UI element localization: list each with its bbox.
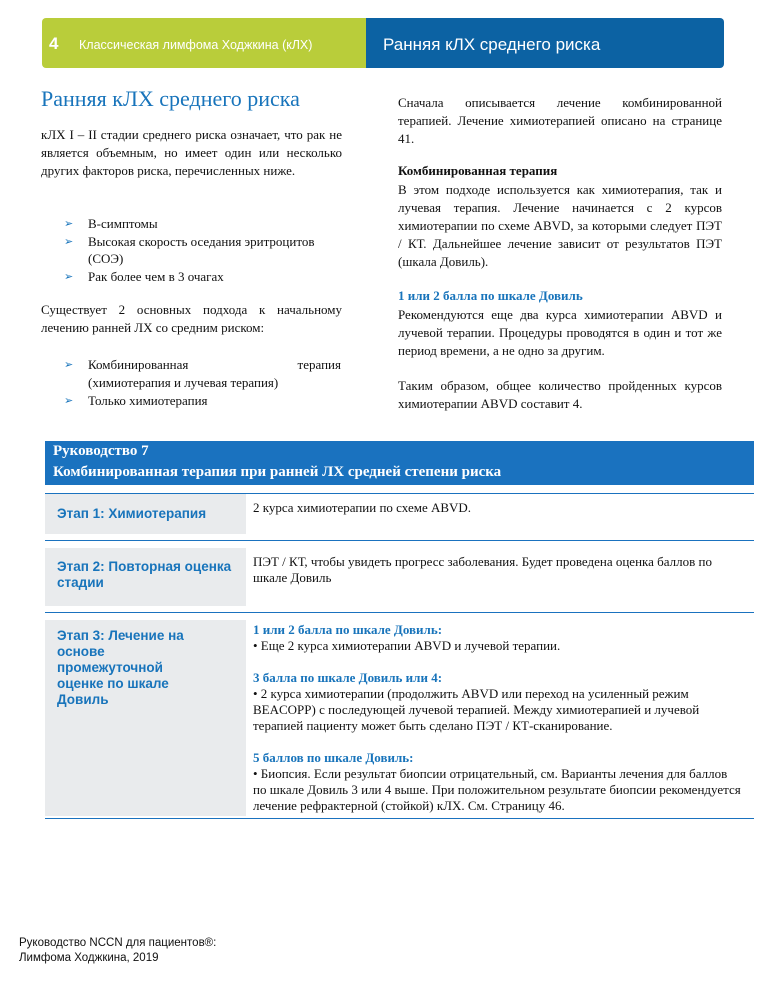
row-divider	[45, 540, 754, 541]
list-item: Только химиотерапия	[88, 393, 208, 408]
bullet-arrow-icon: ➢	[64, 236, 74, 248]
deauville-heading: 1 или 2 балла по шкале Довиль	[398, 288, 583, 303]
bullet-arrow-icon: ➢	[64, 271, 74, 283]
risk-factor-list	[0, 215, 345, 295]
combined-therapy-paragraph: В этом подходе используется как химиотерапия, так и лучевая терапия. Лечение начинается с 2 курсов химиотерапии по схеме ABVD, за которыми следует ПЭТ / КТ. Дальнейшее лечение зависит от результатов ПЭТ (шкала Довиль).	[398, 182, 722, 269]
guide-title: Комбинированная терапия при ранней ЛХ средней степени риска	[53, 464, 502, 480]
deauville-3-4-heading: 3 балла по шкале Довиль или 4:	[253, 670, 443, 685]
stage-3-label: Этап 3: Лечение на основе промежуточной оценке по шкале Довиль	[57, 628, 184, 707]
list-item: Рак более чем в 3 очагах	[88, 269, 224, 284]
list-item: Комбинированная терапия	[88, 357, 341, 372]
intro-paragraph: кЛХ I – II стадии среднего риска означает, что рак не является объемным, но имеет один или несколько других факторов риска, перечисленных ниже.	[41, 127, 342, 178]
stage-2-text: ПЭТ / КТ, чтобы увидеть прогресс заболевания. Будет проведена оценка баллов по шкале Довиль	[253, 554, 712, 585]
list-item: Высокая скорость оседания эритроцитов	[88, 234, 315, 249]
footer-line-2: Лимфома Ходжкина, 2019	[19, 952, 159, 964]
deauville-5-heading: 5 баллов по шкале Довиль:	[253, 750, 414, 765]
combined-therapy-heading: Комбинированная терапия	[398, 163, 558, 178]
list-item: В-симптомы	[88, 216, 158, 231]
summary-paragraph: Таким образом, общее количество пройденных курсов химиотерапии ABVD составит 4.	[398, 378, 722, 411]
footer-line-1: Руководство NCCN для пациентов®:	[19, 937, 217, 949]
stage-3-text	[253, 622, 743, 814]
stage-1-text: 2 курса химиотерапии по схеме ABVD.	[253, 500, 472, 515]
chapter-number: 4	[49, 34, 59, 53]
bullet-arrow-icon: ➢	[64, 359, 74, 371]
deauville-3-4-text: • 2 курса химиотерапии (продолжить ABVD или переход на усиленный режим BEACOPP) с последующей лучевой терапией. Между химиотерапией и лучевой терапией пациенту может быть сделано ПЭТ / КТ-сканирование.	[253, 686, 700, 733]
deauville-1-2-heading: 1 или 2 балла по шкале Довиль:	[253, 622, 443, 637]
approaches-list	[0, 356, 345, 416]
deauville-paragraph: Рекомендуются еще два курса химиотерапии ABVD и лучевой терапии. Процедуры проводятся в один и тот же период времени, а не одно за другим.	[398, 307, 722, 358]
row-divider	[45, 612, 754, 613]
chapter-title: Классическая лимфома Ходжкина (кЛХ)	[79, 38, 313, 52]
deauville-5-text: • Биопсия. Если результат биопсии отрицательный, см. Варианты лечения для баллов по шкале Довиль 3 или 4 выше. При положительном результате биопсии рекомендуется лечение рефрактерной (стойкой) кЛХ. См. Страницу 46.	[253, 766, 741, 813]
approaches-paragraph: Существует 2 основных подхода к начальному лечению ранней ЛХ со средним риском:	[41, 302, 342, 335]
stage-2-label: Этап 2: Повторная оценка стадии	[57, 559, 232, 590]
section-title: Ранняя кЛХ среднего риска	[41, 86, 300, 111]
list-item-continuation: (химиотерапия и лучевая терапия)	[88, 375, 279, 390]
right-intro-paragraph: Сначала описывается лечение комбинированной терапией. Лечение химиотерапией описано на странице 41.	[398, 95, 722, 146]
bullet-arrow-icon: ➢	[64, 218, 74, 230]
bullet-arrow-icon: ➢	[64, 395, 74, 407]
guide-number: Руководство 7	[53, 443, 149, 459]
table-bottom-border	[45, 818, 754, 819]
deauville-1-2-text: • Еще 2 курса химиотерапии ABVD и лучевой терапии.	[253, 638, 561, 653]
page-title: Ранняя кЛХ среднего риска	[383, 35, 601, 54]
list-item-continuation: (СОЭ)	[88, 251, 124, 266]
stage-1-label: Этап 1: Химиотерапия	[57, 506, 207, 521]
